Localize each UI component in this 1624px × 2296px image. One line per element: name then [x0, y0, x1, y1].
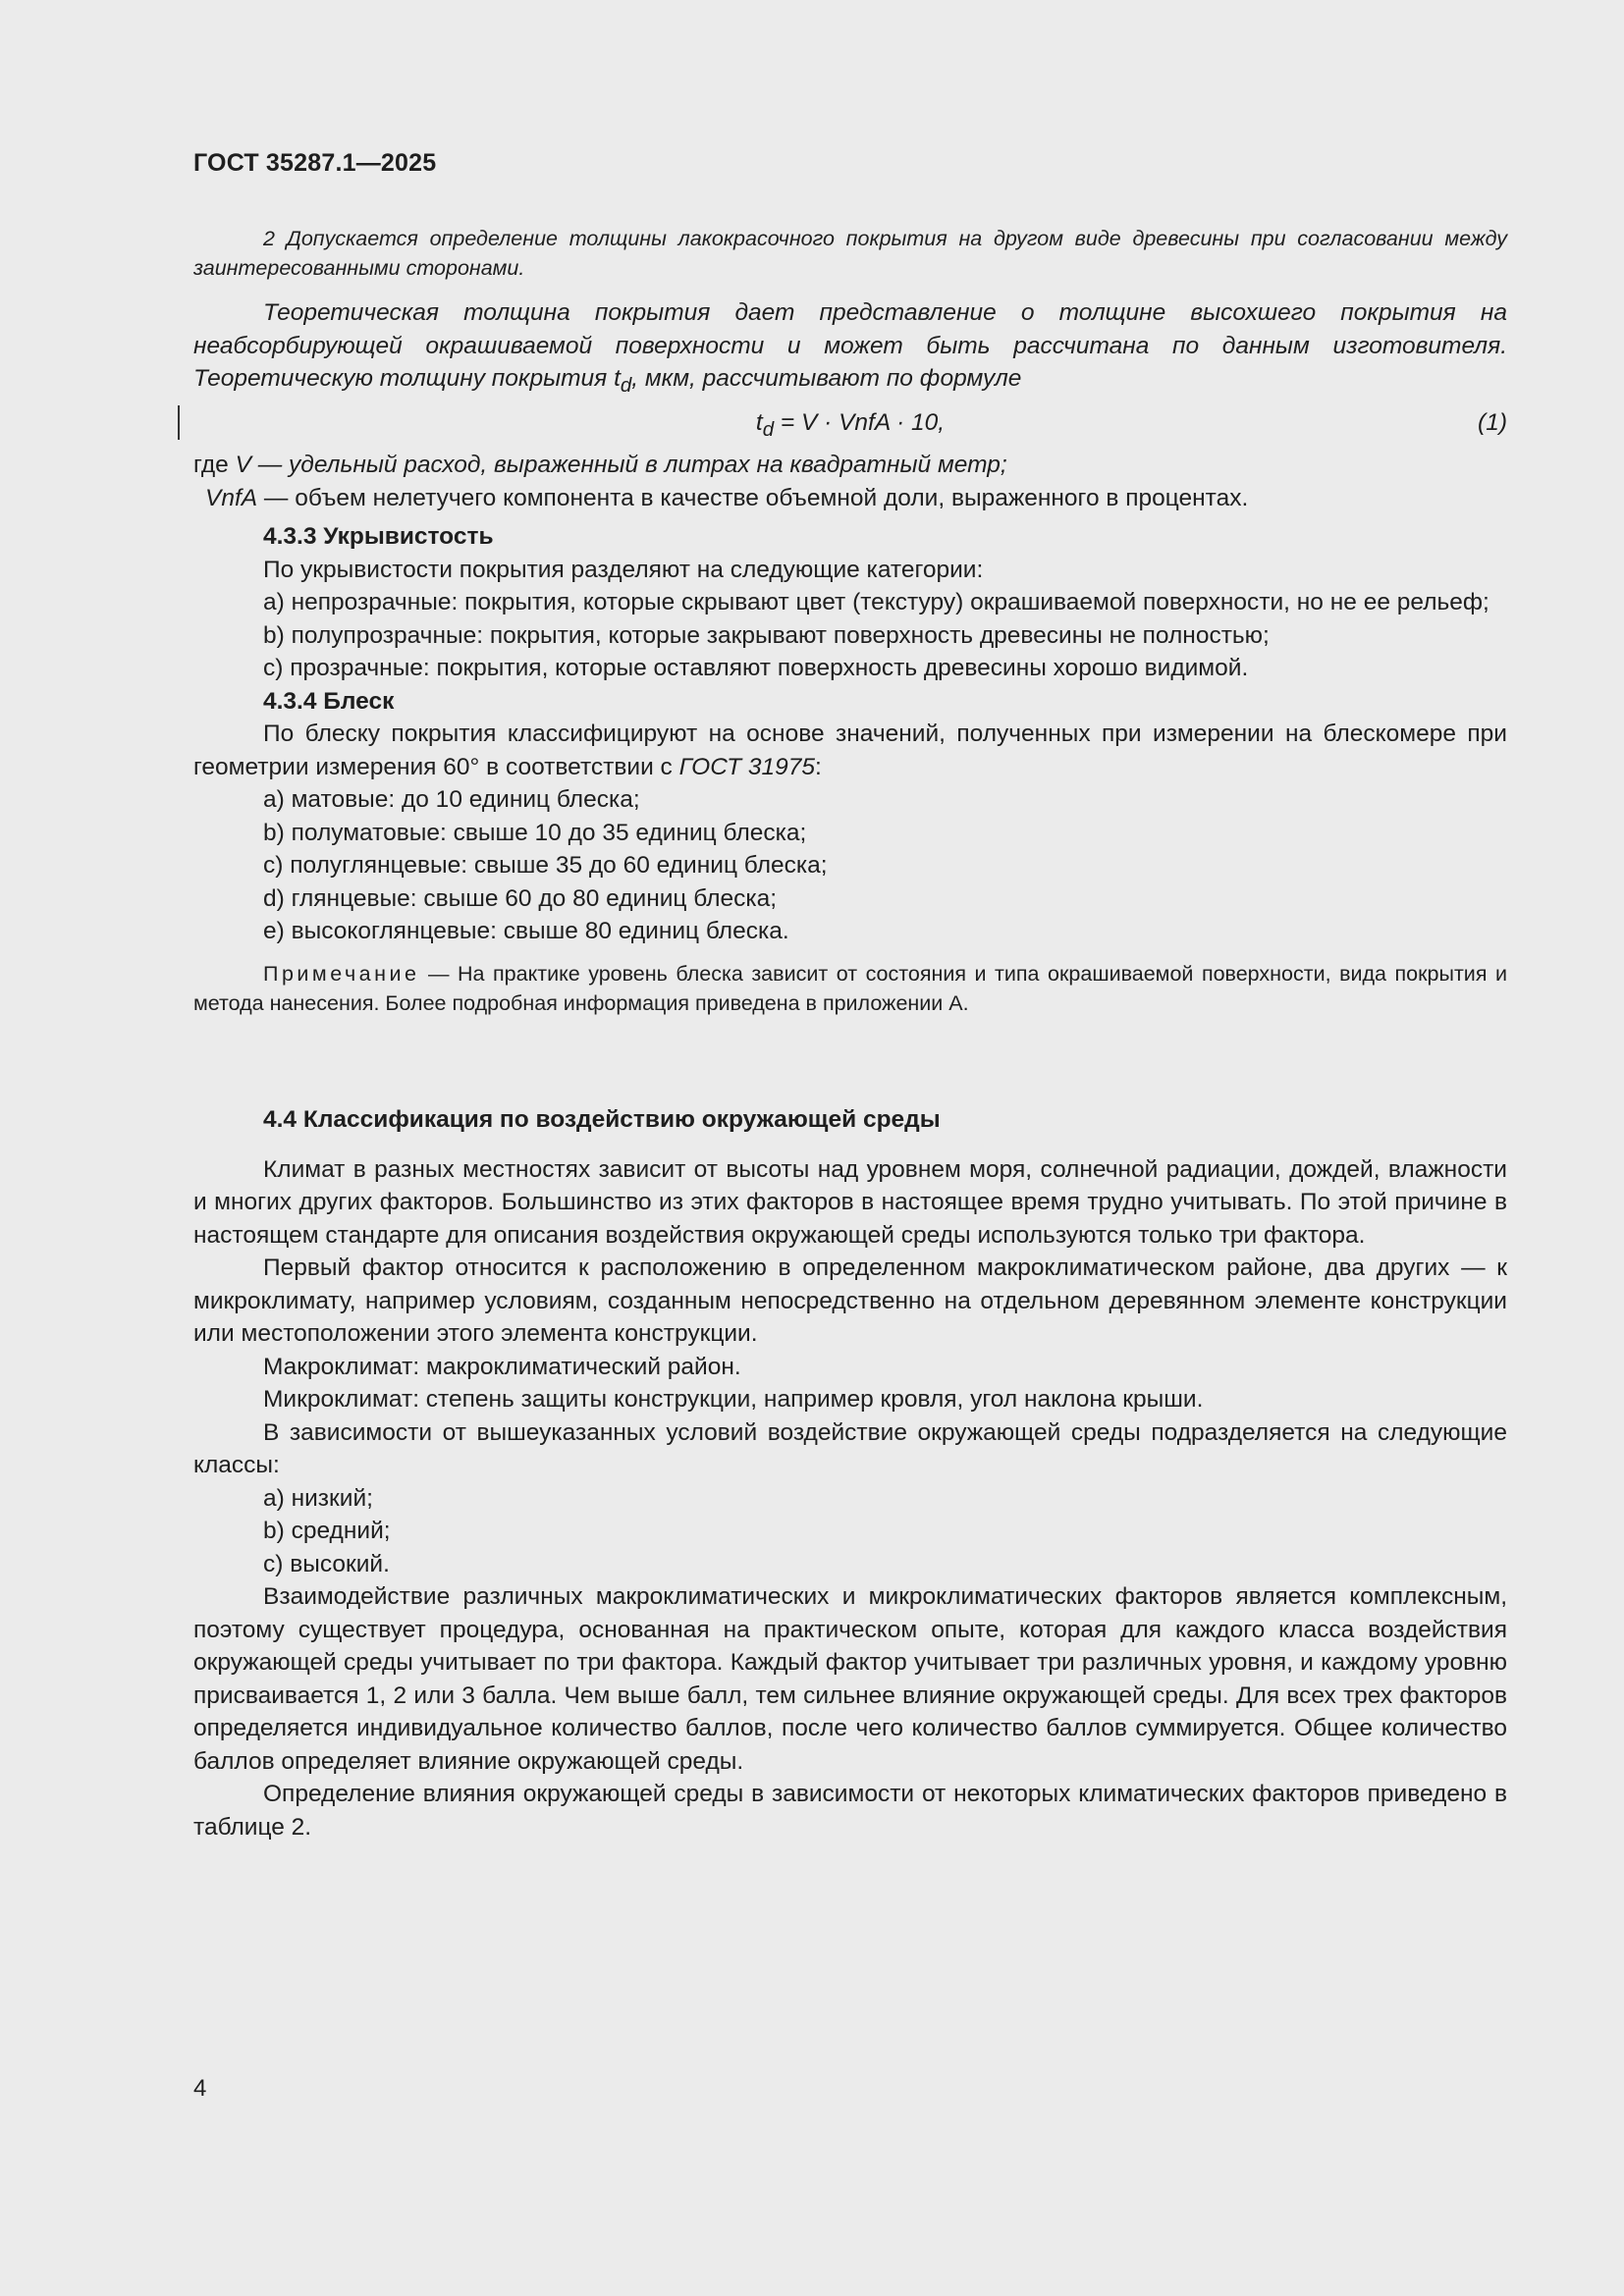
gloss-intro-tail: : [814, 753, 822, 780]
gloss-note-text: — На практике уровень блеска зависит от состояния и типа окрашиваемой поверхности, вида покрытия и метода нанесения. Более подробная информация приведена в приложении А. [193, 961, 1507, 1015]
where-var-v: V [235, 452, 251, 479]
where-vnfa-text: — объем нелетучего компонента в качестве объемной доли, выраженного в процентах. [257, 484, 1249, 511]
gloss-note [193, 959, 1507, 1018]
formula-lhs-t: t [755, 409, 763, 437]
upper-block [193, 224, 1507, 1018]
change-bar [178, 405, 180, 440]
section-4-3-3-item-a: a) непрозрачные: покрытия, которые скрывают цвет (текстуру) окрашиваемой поверхности, но не ее рельеф; [263, 589, 1489, 616]
where-var-vnfa: VnfA [205, 484, 258, 511]
section-4-4 [193, 1103, 1507, 1843]
section-4-4-macroclimate: Макроклимат: макроклиматический район. [263, 1353, 741, 1380]
class-item-c: c) высокий. [263, 1550, 390, 1577]
section-4-3-4-intro [193, 718, 1507, 783]
section-4-4-para-2: Первый фактор относится к расположению в определенном макроклиматическом районе, два других — к микроклимату, например условиям, созданным непосредственно на отдельном деревянном элементе конструкции или местоположении этого элемента конструкции. [193, 1255, 1507, 1347]
where-line-2 [193, 482, 1507, 515]
class-item-a: a) низкий; [263, 1484, 373, 1512]
class-item-b: b) средний; [263, 1518, 391, 1544]
formula [193, 406, 1507, 447]
formula-rhs: = V · VnfA · 10, [774, 409, 946, 437]
document-page [193, 0, 1507, 2296]
section-4-3-3-item-b: b) полупрозрачные: покрытия, которые закрывают поверхность древесины не полностью; [263, 621, 1270, 649]
gloss-note-label: Примечание [263, 961, 420, 986]
gloss-item-a: a) матовые: до 10 единиц блеска; [263, 786, 640, 814]
theory-text-tail: , мкм, рассчитывают по формуле [631, 365, 1022, 392]
formula-number: (1) [1478, 409, 1507, 437]
section-4-4-para-7: Определение влияния окружающей среды в зависимости от некоторых климатических факторов приведено в таблице 2. [193, 1781, 1507, 1841]
gloss-item-b: b) полуматовые: свыше 10 до 35 единиц блеска; [263, 819, 807, 846]
section-4-4-para-1: Климат в разных местностях зависит от высоты над уровнем моря, солнечной радиации, дождей, влажности и многих других факторов. Большинство из этих факторов в настоящее время трудно учитывать. По этой причине в настоящем стандарте для описания воздействия окружающей среды используются только три фактора. [193, 1155, 1507, 1249]
formula-lhs-sub: d [762, 419, 775, 442]
page-number: 4 [193, 2075, 207, 2102]
gloss-intro-text: По блеску покрытия классифицируют на основе значений, полученных при измерении на блескомере при геометрии измерения 60° в соответствии с [193, 721, 1507, 780]
gloss-item-c: c) полуглянцевые: свыше 35 до 60 единиц блеска; [263, 852, 828, 880]
section-4-4-para-6: Взаимодействие различных макроклиматических и микроклиматических факторов является комплексным, поэтому существует процедура, основанная на практическом опыте, которая для каждого класса воздействия окружающей среды учитывает по три фактора. Каждый фактор учитывает три различных уровня, и каждому уровню присваивается 1, 2 или 3 балла. Чем выше балл, тем сильнее влияние окружающей среды. Для всех трех факторов определяется индивидуальное количество баллов, после чего количество баллов суммируется. Общее количество баллов определяет влияние окружающей среды. [193, 1583, 1507, 1775]
theory-subscript-d: d [620, 374, 632, 397]
note-2: 2 Допускается определение толщины лакокрасочного покрытия на другом виде древесины при согласовании между заинтересованными сторонами. [193, 227, 1507, 280]
gloss-item-e: e) высокоглянцевые: свыше 80 единиц блеска. [263, 918, 789, 945]
section-4-4-heading: 4.4 Классификация по воздействию окружающей среды [263, 1106, 941, 1133]
theory-text: Теоретическая толщина покрытия дает представление о толщине высохшего покрытия на неабсорбирующей окрашиваемой поверхности и может быть рассчитана по данным изготовителя. Теоретическую толщину покрытия [193, 299, 1507, 392]
where-prefix: где [193, 452, 236, 479]
theory-symbol-t: t [614, 365, 621, 392]
section-4-4-para-5: В зависимости от вышеуказанных условий воздействие окружающей среды подразделяется на следующие классы: [193, 1418, 1507, 1478]
section-4-3-3-intro: По укрывистости покрытия разделяют на следующие категории: [263, 556, 984, 583]
section-4-4-microclimate: Микроклимат: степень защиты конструкции, например кровля, угол наклона крыши. [263, 1386, 1204, 1413]
where-v-text: — удельный расход, выраженный в литрах на квадратный метр; [250, 452, 1007, 479]
document-title: ГОСТ 35287.1—2025 [193, 149, 437, 177]
formula-row [193, 406, 1507, 440]
section-4-3-4-heading: 4.3.4 Блеск [263, 687, 395, 715]
where-line-1 [193, 449, 1507, 482]
section-4-3-3-item-c: c) прозрачные: покрытия, которые оставляют поверхность древесины хорошо видимой. [263, 655, 1249, 682]
theory-paragraph [193, 296, 1507, 402]
gloss-item-d: d) глянцевые: свыше 60 до 80 единиц блеска; [263, 884, 778, 912]
gost-reference: ГОСТ 31975 [678, 753, 815, 780]
section-4-3-3-heading: 4.3.3 Укрывистость [263, 523, 494, 551]
